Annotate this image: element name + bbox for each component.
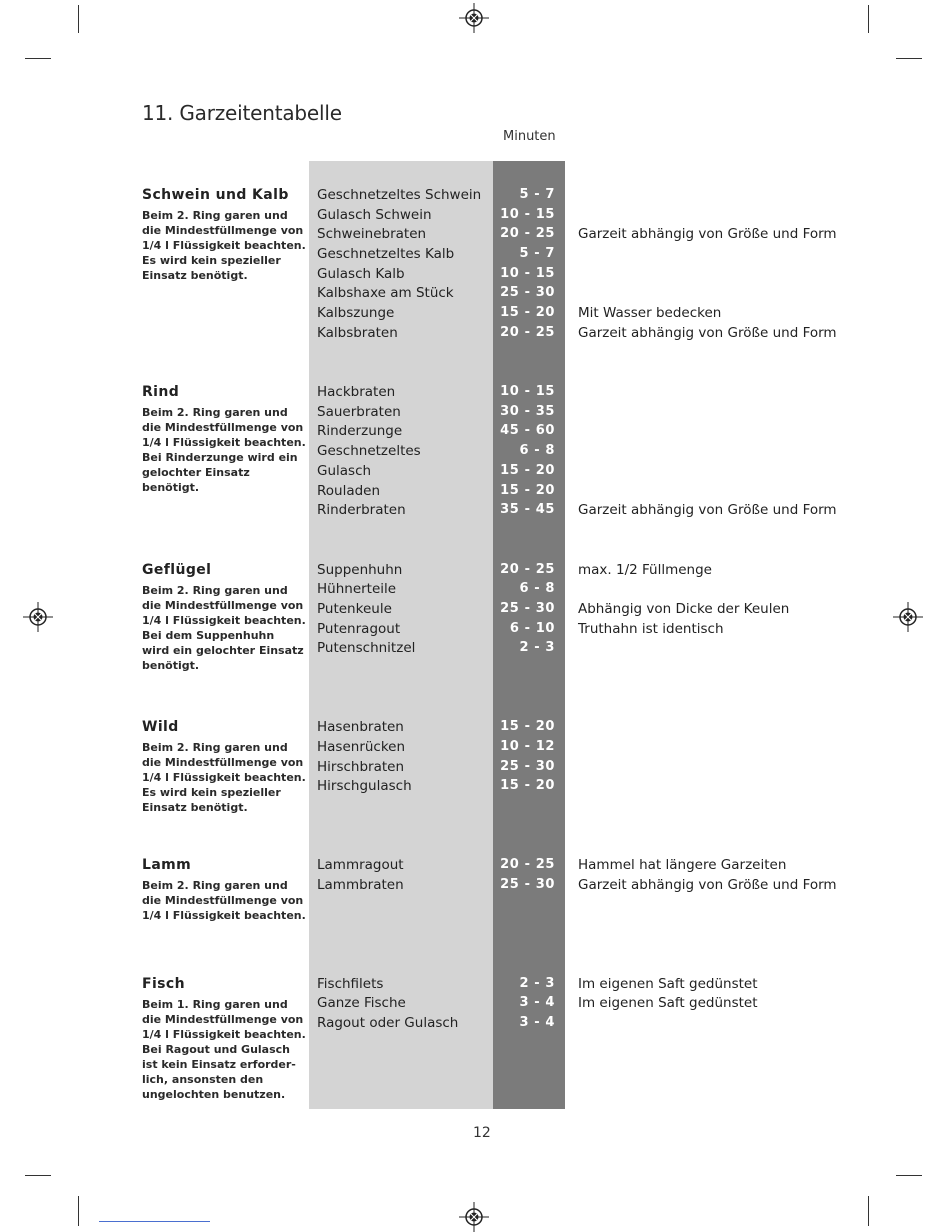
cooking-time: 25 - 30: [500, 285, 555, 300]
cooking-time: 2 - 3: [519, 976, 555, 991]
cooking-time: 25 - 30: [500, 759, 555, 774]
table-row: [0, 877, 950, 897]
section-title: Schwein und Kalb: [142, 187, 289, 203]
dish-name: Putenkeule: [317, 601, 392, 617]
crop-mark: [78, 1196, 79, 1226]
cooking-time: 15 - 20: [500, 463, 555, 478]
table-row: [0, 443, 950, 463]
table-row: [0, 976, 950, 996]
table-row: [0, 187, 950, 207]
dish-name: Ragout oder Gulasch: [317, 1015, 459, 1031]
cooking-time: 5 - 7: [519, 246, 555, 261]
section-title: Fisch: [142, 976, 185, 992]
registration-mark-icon: [459, 1202, 489, 1232]
row-note: Hammel hat längere Garzeiten: [578, 857, 787, 873]
cooking-time: 10 - 15: [500, 266, 555, 281]
cooking-time: 10 - 12: [500, 739, 555, 754]
table-row: [0, 995, 950, 1015]
cooking-time: 15 - 20: [500, 719, 555, 734]
section-title: Geflügel: [142, 562, 212, 578]
cooking-time: 15 - 20: [500, 305, 555, 320]
table-row: [0, 305, 950, 325]
table-row: [0, 404, 950, 424]
crop-mark: [25, 1175, 51, 1176]
section-note: Beim 2. Ring garen und die Mindestfüllmenge von 1/4 l Flüssigkeit beachten. Es wird kein spezieller Einsatz benötigt.: [142, 209, 306, 282]
table-row: [0, 423, 950, 443]
cooking-time: 20 - 25: [500, 226, 555, 241]
table-row: [0, 246, 950, 266]
table-row: [0, 719, 950, 739]
cooking-time: 5 - 7: [519, 187, 555, 202]
table-row: [0, 621, 950, 641]
page-number: 12: [473, 1125, 491, 1141]
table-row: [0, 266, 950, 286]
crop-mark: [25, 58, 51, 59]
row-note: max. 1/2 Füllmenge: [578, 562, 712, 578]
dish-name: Putenschnitzel: [317, 640, 416, 656]
table-row: [0, 384, 950, 404]
registration-mark-icon: [459, 3, 489, 33]
table-row: [0, 857, 950, 877]
row-note: Im eigenen Saft gedünstet: [578, 976, 758, 992]
table-row: [0, 562, 950, 582]
dish-name: Ganze Fische: [317, 995, 406, 1011]
table-row: [0, 581, 950, 601]
dish-name: Hirschgulasch: [317, 778, 412, 794]
crop-mark: [896, 1175, 922, 1176]
cooking-time: 6 - 10: [509, 621, 555, 636]
dish-name: Lammbraten: [317, 877, 404, 893]
cooking-time: 20 - 25: [500, 857, 555, 872]
link-underline: [99, 1221, 210, 1222]
dish-name: Gulasch: [317, 463, 372, 479]
cooking-time: 15 - 20: [500, 778, 555, 793]
row-note: Garzeit abhängig von Größe und Form: [578, 877, 837, 893]
dish-name: Geschnetzeltes Schwein: [317, 187, 482, 203]
table-row: [0, 739, 950, 759]
dish-name: Kalbshaxe am Stück: [317, 285, 454, 301]
cooking-time: 15 - 20: [500, 483, 555, 498]
row-note: Garzeit abhängig von Größe und Form: [578, 226, 837, 242]
section-title: Rind: [142, 384, 180, 400]
section-title: Wild: [142, 719, 179, 735]
dish-name: Rouladen: [317, 483, 381, 499]
row-note: Abhängig von Dicke der Keulen: [578, 601, 790, 617]
table-row: [0, 1015, 950, 1035]
cooking-time: 6 - 8: [519, 581, 555, 596]
dish-name: Gulasch Kalb: [317, 266, 405, 282]
row-note: Im eigenen Saft gedünstet: [578, 995, 758, 1011]
table-row: [0, 325, 950, 345]
table-row: [0, 759, 950, 779]
cooking-time: 3 - 4: [519, 1015, 555, 1030]
dish-name: Kalbszunge: [317, 305, 395, 321]
crop-mark: [868, 1196, 869, 1226]
dish-name: Rinderzunge: [317, 423, 403, 439]
dish-name: Suppenhuhn: [317, 562, 403, 578]
crop-mark: [896, 58, 922, 59]
row-note: Mit Wasser bedecken: [578, 305, 722, 321]
cooking-time: 45 - 60: [500, 423, 555, 438]
dish-name: Hasenrücken: [317, 739, 406, 755]
cooking-time: 10 - 15: [500, 207, 555, 222]
cooking-time: 35 - 45: [500, 502, 555, 517]
dish-name: Hackbraten: [317, 384, 396, 400]
section-note: Beim 2. Ring garen und die Mindestfüllmenge von 1/4 l Flüssigkeit beachten.: [142, 879, 306, 922]
section-note: Beim 2. Ring garen und die Mindestfüllmenge von 1/4 l Flüssigkeit beachten. Bei dem Suppenhuhn wird ein gelochter Einsatz benötigt.: [142, 584, 306, 672]
cooking-time: 30 - 35: [500, 404, 555, 419]
table-row: [0, 640, 950, 660]
dish-name: Hasenbraten: [317, 719, 404, 735]
page-title: 11. Garzeitentabelle: [142, 101, 342, 125]
row-note: Garzeit abhängig von Größe und Form: [578, 502, 837, 518]
crop-mark: [78, 5, 79, 33]
cooking-time: 25 - 30: [500, 601, 555, 616]
table-row: [0, 502, 950, 522]
dish-name: Fischfilets: [317, 976, 384, 992]
table-row: [0, 285, 950, 305]
section-note: Beim 1. Ring garen und die Mindestfüllmenge von 1/4 l Flüssigkeit beachten. Bei Ragout und Gulasch ist kein Einsatz erforder- lich, ansonsten den ungelochten benutzen.: [142, 998, 306, 1101]
dish-name: Schweinebraten: [317, 226, 427, 242]
table-row: [0, 483, 950, 503]
dish-name: Putenragout: [317, 621, 401, 637]
section-title: Lamm: [142, 857, 192, 873]
dish-name: Gulasch Schwein: [317, 207, 432, 223]
table-row: [0, 463, 950, 483]
crop-mark: [868, 5, 869, 33]
dish-name: Rinderbraten: [317, 502, 406, 518]
section-note: Beim 2. Ring garen und die Mindestfüllmenge von 1/4 l Flüssigkeit beachten. Es wird kein spezieller Einsatz benötigt.: [142, 741, 306, 814]
table-row: [0, 226, 950, 246]
cooking-time: 6 - 8: [519, 443, 555, 458]
table-row: [0, 778, 950, 798]
cooking-time: 2 - 3: [519, 640, 555, 655]
dish-name: Geschnetzeltes Kalb: [317, 246, 455, 262]
row-note: Truthahn ist identisch: [578, 621, 724, 637]
dish-name: Hühnerteile: [317, 581, 397, 597]
table-row: [0, 207, 950, 227]
dish-name: Sauerbraten: [317, 404, 401, 420]
cooking-time: 20 - 25: [500, 325, 555, 340]
dish-name: Lammragout: [317, 857, 404, 873]
row-note: Garzeit abhängig von Größe und Form: [578, 325, 837, 341]
dish-name: Hirschbraten: [317, 759, 405, 775]
cooking-time: 10 - 15: [500, 384, 555, 399]
dish-name: Geschnetzeltes: [317, 443, 421, 459]
table-row: [0, 601, 950, 621]
cooking-time: 25 - 30: [500, 877, 555, 892]
minutes-column-header: Minuten: [503, 129, 556, 144]
dish-name: Kalbsbraten: [317, 325, 398, 341]
cooking-time: 20 - 25: [500, 562, 555, 577]
cooking-time: 3 - 4: [519, 995, 555, 1010]
section-note: Beim 2. Ring garen und die Mindestfüllmenge von 1/4 l Flüssigkeit beachten. Bei Rinderzunge wird ein gelochter Einsatz benötigt.: [142, 406, 306, 494]
